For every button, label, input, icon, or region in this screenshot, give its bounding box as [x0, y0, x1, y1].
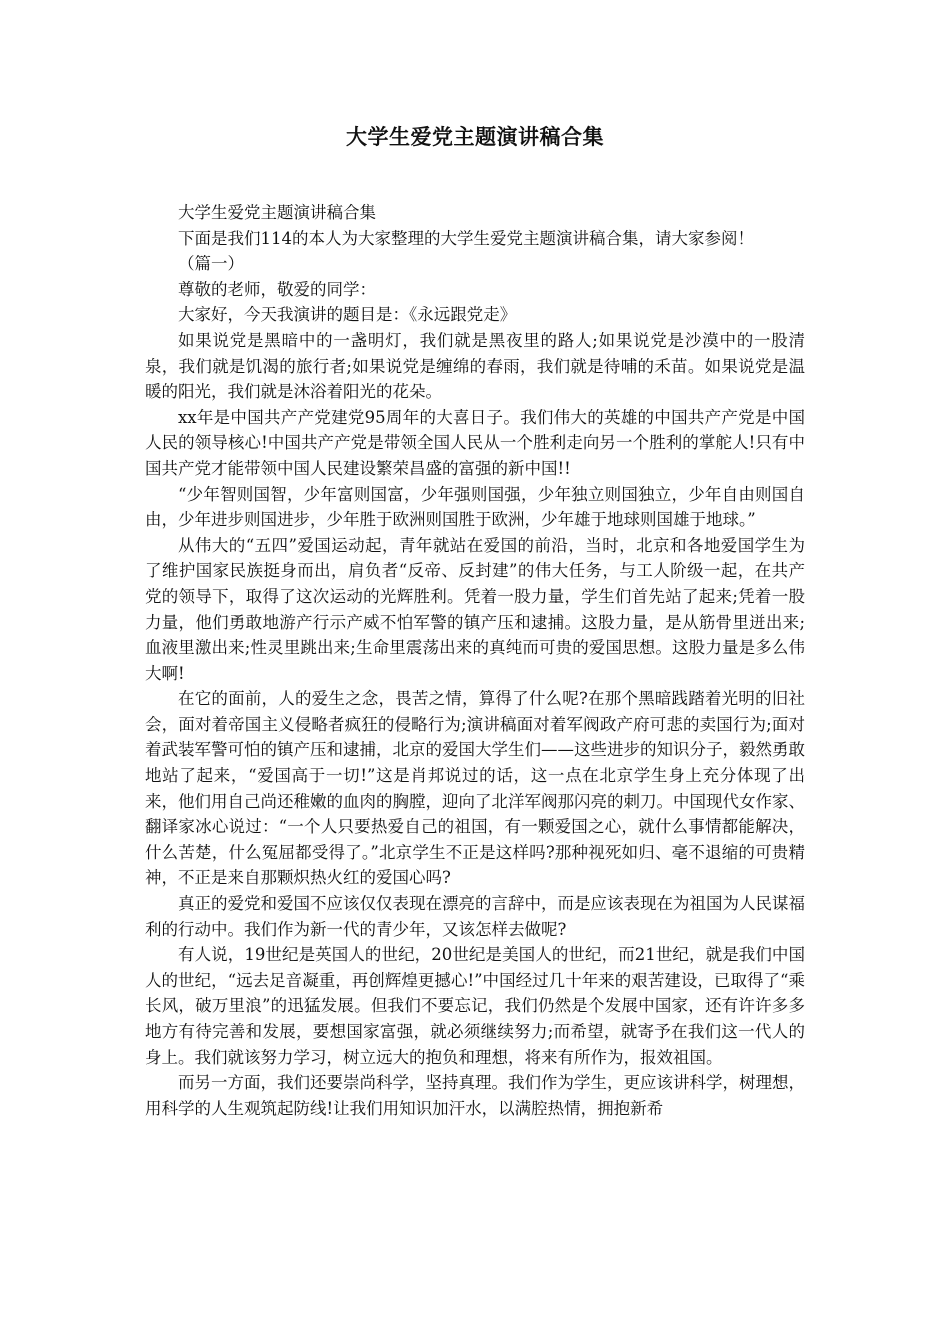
paragraph: 真正的爱党和爱国不应该仅仅表现在漂亮的言辞中，而是应该表现在为祖国为人民谋福利的行动中。我们作为新一代的青少年，又该怎样去做呢?: [145, 894, 805, 939]
paragraph: 从伟大的“五四”爱国运动起，青年就站在爱国的前沿，当时，北京和各地爱国学生为了维护国家民族挺身而出，肩负者“反帝、反封建”的伟大任务，与工人阶级一起，在共产党的领导下，取得了这次运动的光辉胜利。凭着一股力量，学生们首先站了起来;凭着一股力量，他们勇敢地游产行示产威不怕军警的镇产压和逮捕。这股力量，是从筋骨里迸出来;血液里激出来;性灵里跳出来;生命里震荡出来的真纯而可贵的爱国思想。这股力量是多么伟大啊!: [145, 535, 805, 683]
paragraph-salutation: 尊敬的老师，敬爱的同学：: [178, 279, 376, 299]
paragraph-intro: 下面是我们114的本人为大家整理的大学生爱党主题演讲稿合集，请大家参阅！: [178, 228, 754, 248]
paragraph-speech-topic: 大家好，今天我演讲的题目是：《永远跟党走》: [178, 305, 517, 325]
paragraph-subtitle: 大学生爱党主题演讲稿合集: [178, 203, 376, 222]
paragraph-quote: “少年智则国智，少年富则国富，少年强则国强，少年独立则国独立，少年自由则国自由，少年进步则国进步，少年胜于欧洲则国胜于欧洲，少年雄于地球则国雄于地球。”: [145, 484, 805, 530]
document-body: [145, 200, 805, 1121]
paragraph: 有人说，19世纪是英国人的世纪，20世纪是美国人的世纪，而21世纪，就是我们中国人的世纪，“远去足音凝重，再创辉煌更撼心!”中国经过几十年来的艰苦建设，已取得了“乘长风，破万里浪”的迅猛发展。但我们不要忘记，我们仍然是个发展中国家，还有许许多多地方有待完善和发展，要想国家富强，就必须继续努力;而希望，就寄予在我们这一代人的身上。我们就该努力学习，树立远大的抱负和理想，将来有所作为，报效祖国。: [145, 945, 805, 1067]
paragraph: 而另一方面，我们还要崇尚科学，坚持真理。我们作为学生，更应该讲科学，树理想，用科学的人生观筑起防线!让我们用知识加汗水，以满腔热情，拥抱新希: [145, 1073, 805, 1118]
paragraph: 如果说党是黑暗中的一盏明灯，我们就是黑夜里的路人;如果说党是沙漠中的一股清泉，我们就是饥渴的旅行者;如果说党是缠绵的春雨，我们就是待哺的禾苗。如果说党是温暖的阳光，我们就是沐浴着阳光的花朵。: [145, 330, 805, 402]
paragraph: xx年是中国共产产党建党95周年的大喜日子。我们伟大的英雄的中国共产产党是中国人民的领导核心!中国共产产党是带领全国人民从一个胜利走向另一个胜利的掌舵人!只有中国共产党才能带领中国人民建设繁荣昌盛的富强的新中国!!: [145, 407, 805, 478]
paragraph: 在它的面前，人的爱生之念，畏苦之情，算得了什么呢?在那个黑暗践踏着光明的旧社会，面对着帝国主义侵略者疯狂的侵略行为;演讲稿面对着军阀政产府可悲的卖国行为;面对着武装军警可怕的镇产压和逮捕，北京的爱国大学生们——这些进步的知识分子，毅然勇敢地站了起来，“爱国高于一切!”这是肖邦说过的话，这一点在北京学生身上充分体现了出来，他们用自己尚还稚嫩的血肉的胸膛，迎向了北洋军阀那闪亮的刺刀。中国现代女作家、翻译家冰心说过：“一个人只要热爱自己的祖国，有一颗爱国之心，就什么事情都能解决，什么苦楚，什么冤屈都受得了。”北京学生不正是这样吗?那种视死如归、毫不退缩的可贵精神，不正是来自那颗炽热火红的爱国心吗?: [145, 689, 805, 888]
paragraph-section-marker: （篇一）: [178, 254, 244, 274]
document-title: 大学生爱党主题演讲稿合集: [346, 125, 604, 149]
